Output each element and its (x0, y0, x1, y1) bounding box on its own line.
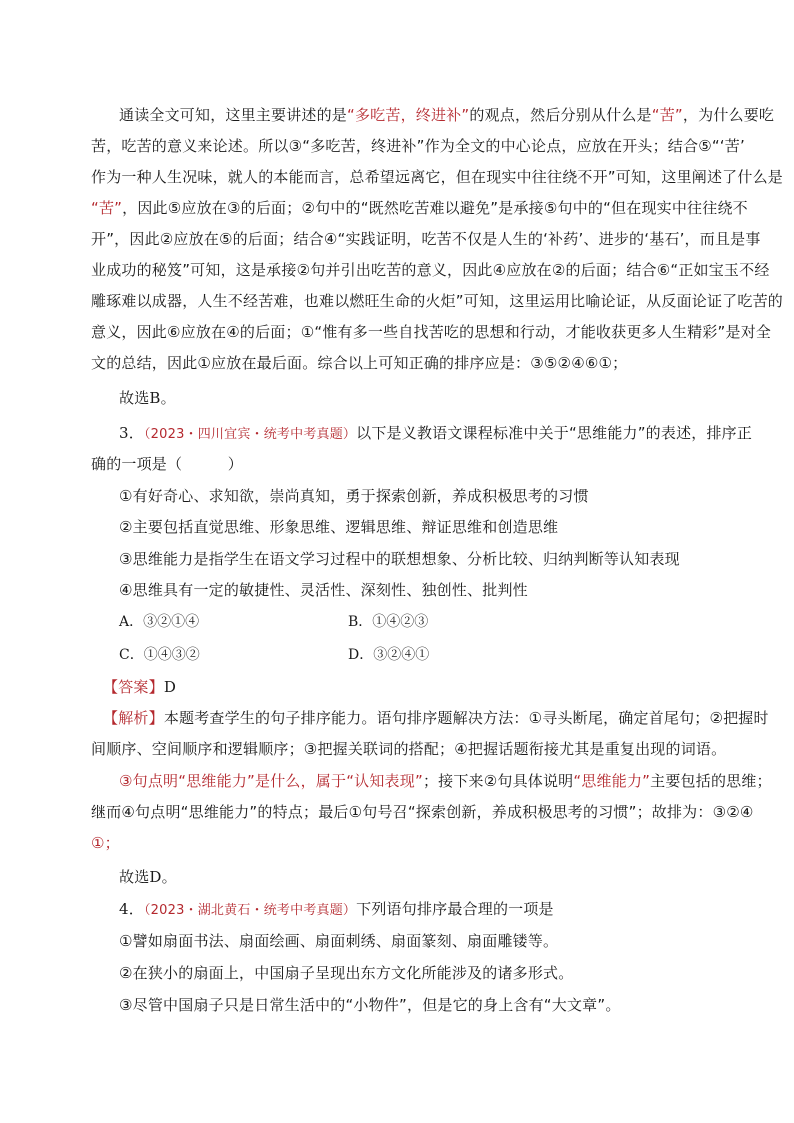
item-2: ②主要包括直觉思维、形象思维、逻辑思维、辩证思维和创造思维 (119, 518, 559, 536)
highlight: “多吃苦，终进补” (347, 106, 470, 124)
analysis-line-2: 苦，吃苦的意义来论述。所以③“多吃苦，终进补”作为全文的中心论点，应放在开头；结合⑤“‘苦’ (91, 137, 745, 155)
question-number: 4． (119, 900, 144, 918)
text: 本题考查学生的句子排序能力。语句排序题解决方法：①寻头断尾，确定首尾句；②把握时 (163, 709, 769, 727)
analysis-line-4 (91, 197, 748, 218)
answer-value: D (163, 678, 177, 696)
analysis-3-line-1 (103, 707, 769, 728)
analysis-line-5: 开”，因此②应放在⑤的后面；结合④“实践证明，吃苦不仅是人生的‘补药’、进步的‘基石’，而且是事 (91, 230, 761, 248)
text: ，为什么要吃 (682, 106, 775, 124)
analysis-3-line-5: ①； (91, 834, 120, 852)
item-1: ①有好奇心、求知欲，崇尚真知，勇于探索创新，养成积极思考的习惯 (119, 487, 589, 505)
analysis-3-line-3 (119, 770, 772, 791)
question-text: 下列语句排序最合理的一项是 (356, 900, 554, 918)
analysis-line-8: 意义，因此⑥应放在④的后面；①“惟有多一些自找苦吃的思想和行动，才能收获更多人生精彩”是对全 (91, 323, 772, 341)
text: 主要包括的思维； (650, 772, 772, 790)
highlight: “苦” (651, 106, 683, 124)
text: ，因此⑤应放在③的后面；②句中的“既然吃苦难以避免”是承接⑤句中的“但在现实中往往绕不 (122, 199, 748, 217)
text: 的观点，然后分别从什么是 (469, 106, 652, 124)
question-number: 3． (119, 424, 144, 442)
answer-line (103, 676, 734, 697)
highlight: “苦” (91, 199, 123, 217)
text: 通读全文可知，这里主要讲述的是 (119, 106, 348, 124)
analysis-line-1 (119, 104, 775, 125)
analysis-line-6: 业成功的秘笈”可知，这是承接②句并引出吃苦的意义，因此④应放在②的后面；结合⑥“正如宝玉不经 (91, 261, 770, 279)
highlight: “思维能力” (573, 772, 651, 790)
question-4-stem (119, 898, 734, 919)
text: ；接下来②句具体说明 (422, 772, 574, 790)
option-a[interactable]: A．③②①④ (119, 614, 200, 630)
option-c[interactable]: C．①④③② (119, 647, 200, 663)
option-b[interactable]: B．①④②③ (348, 614, 429, 630)
question-3-stem-cont: 确的一项是（ ） (91, 455, 244, 473)
analysis-3-line-4: 继而④句点明“思维能力”的特点；最后①句号召“探索创新，养成积极思考的习惯”；故排为：③②④ (91, 803, 754, 821)
choice-b: 故选B。 (119, 389, 176, 407)
item-3: ③思维能力是指学生在语文学习过程中的联想想象、分析比较、归纳判断等认知表现 (119, 550, 680, 568)
analysis-tag: 【解析】 (103, 709, 164, 727)
option-d[interactable]: D．③②④① (348, 647, 430, 663)
q4-item-3: ③尽管中国扇子只是日常生活中的“小物件”，但是它的身上含有“大文章”。 (119, 996, 621, 1014)
highlight: ③句点明“思维能力”是什么，属于“认知表现” (119, 772, 423, 790)
analysis-line-3: 作为一种人生况味，就人的本能而言，总希望远离它，但在现实中往往绕不开”可知，这里阐述了什么是 (91, 168, 783, 186)
choice-d: 故选D。 (119, 868, 177, 886)
q4-item-1: ①譬如扇面书法、扇面绘画、扇面刺绣、扇面篆刻、扇面雕镂等。 (119, 932, 559, 950)
analysis-3-line-2: 间顺序、空间顺序和逻辑顺序；③把握关联词的搭配；④把握话题衔接尤其是重复出现的词语。 (91, 740, 727, 758)
question-source: （2023・湖北黄石・统考中考真题） (143, 903, 357, 918)
question-text: 以下是义教语文课程标准中关于“思维能力”的表述，排序正 (356, 424, 753, 442)
item-4: ④思维具有一定的敏捷性、灵活性、深刻性、独创性、批判性 (119, 581, 528, 599)
answer-tag: 【答案】 (103, 678, 164, 696)
analysis-line-7: 雕琢难以成器，人生不经苦难，也难以燃旺生命的火炬”可知，这里运用比喻论证，从反面论证了吃苦的 (91, 292, 783, 310)
analysis-line-9: 文的总结，因此①应放在最后面。综合以上可知正确的排序应是：③⑤②④⑥①； (91, 354, 628, 372)
question-3-stem (119, 422, 753, 443)
q4-item-2: ②在狭小的扇面上，中国扇子呈现出东方文化所能涉及的诸多形式。 (119, 964, 574, 982)
question-source: （2023・四川宜宾・统考中考真题） (143, 427, 357, 442)
